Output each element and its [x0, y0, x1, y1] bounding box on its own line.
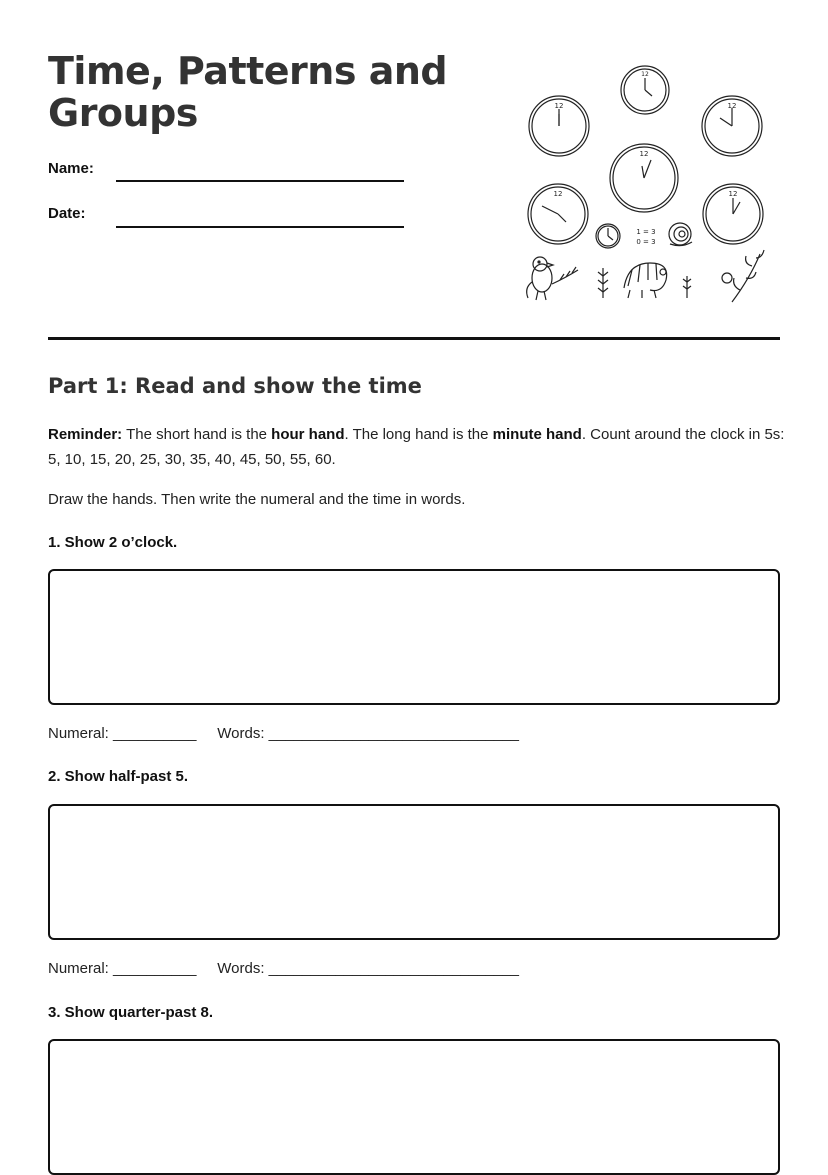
date-field[interactable]: [116, 226, 404, 228]
svg-text:12: 12: [728, 190, 738, 198]
snail-icon: [669, 223, 692, 246]
leaf-icon: [598, 268, 608, 298]
svg-text:12: 12: [639, 150, 649, 158]
minute-hand-term: minute hand: [492, 426, 582, 443]
leaf-icon: [722, 250, 764, 302]
bird-icon: [527, 257, 578, 300]
clock-icon: [702, 96, 762, 156]
question-2-answer-line[interactable]: Numeral: __________ Words: ______________________________: [48, 960, 519, 977]
svg-text:12: 12: [641, 71, 649, 78]
svg-text:12: 12: [553, 190, 563, 198]
instruction-text: Draw the hands. Then write the numeral and the time in words.: [48, 491, 466, 508]
worksheet-title: [48, 50, 447, 134]
clock-icon: [596, 224, 620, 248]
reminder-label: Reminder:: [48, 426, 123, 443]
question-2-drawing-box[interactable]: [48, 804, 780, 940]
question-3-label: 3. Show quarter-past 8.: [48, 1004, 214, 1021]
question-1-label: 1. Show 2 o’clock.: [48, 534, 178, 551]
caterpillar-icon: [624, 263, 667, 298]
question-2-label: 2. Show half-past 5.: [48, 768, 189, 785]
clock-icon: [703, 184, 763, 244]
section-divider: [48, 337, 780, 340]
clock-icon: [529, 96, 589, 156]
reminder-text: Reminder: The short hand is the hour hand. The long hand is the minute hand. Count around the clock in 5s: 5, 10, 15, 20, 25, 30, 35, 40, 45, 50, 55, 60.: [48, 426, 785, 468]
date-label: Date:: [48, 205, 86, 222]
clock-icon: [621, 66, 669, 114]
question-1-drawing-box[interactable]: [48, 569, 780, 705]
clock-icon: [528, 184, 588, 244]
legend-line-2: 0 = 3: [636, 238, 656, 246]
name-label: Name:: [48, 160, 94, 177]
clock-icon: [610, 144, 678, 212]
legend-line-1: 1 = 3: [636, 228, 656, 236]
hour-hand-term: hour hand: [271, 426, 345, 443]
part-1-heading: Part 1: Read and show the time: [48, 374, 422, 398]
leaf-icon: [683, 276, 691, 298]
title-line-1: Time, Patterns and: [48, 49, 448, 93]
svg-text:12: 12: [554, 102, 564, 110]
svg-text:12: 12: [727, 102, 737, 110]
clock-illustration: [520, 58, 780, 310]
question-1-answer-line[interactable]: Numeral: __________ Words: ______________________________: [48, 725, 519, 742]
question-3-drawing-box[interactable]: [48, 1039, 780, 1175]
title-line-2: Groups: [48, 91, 198, 135]
name-field[interactable]: [116, 180, 404, 182]
